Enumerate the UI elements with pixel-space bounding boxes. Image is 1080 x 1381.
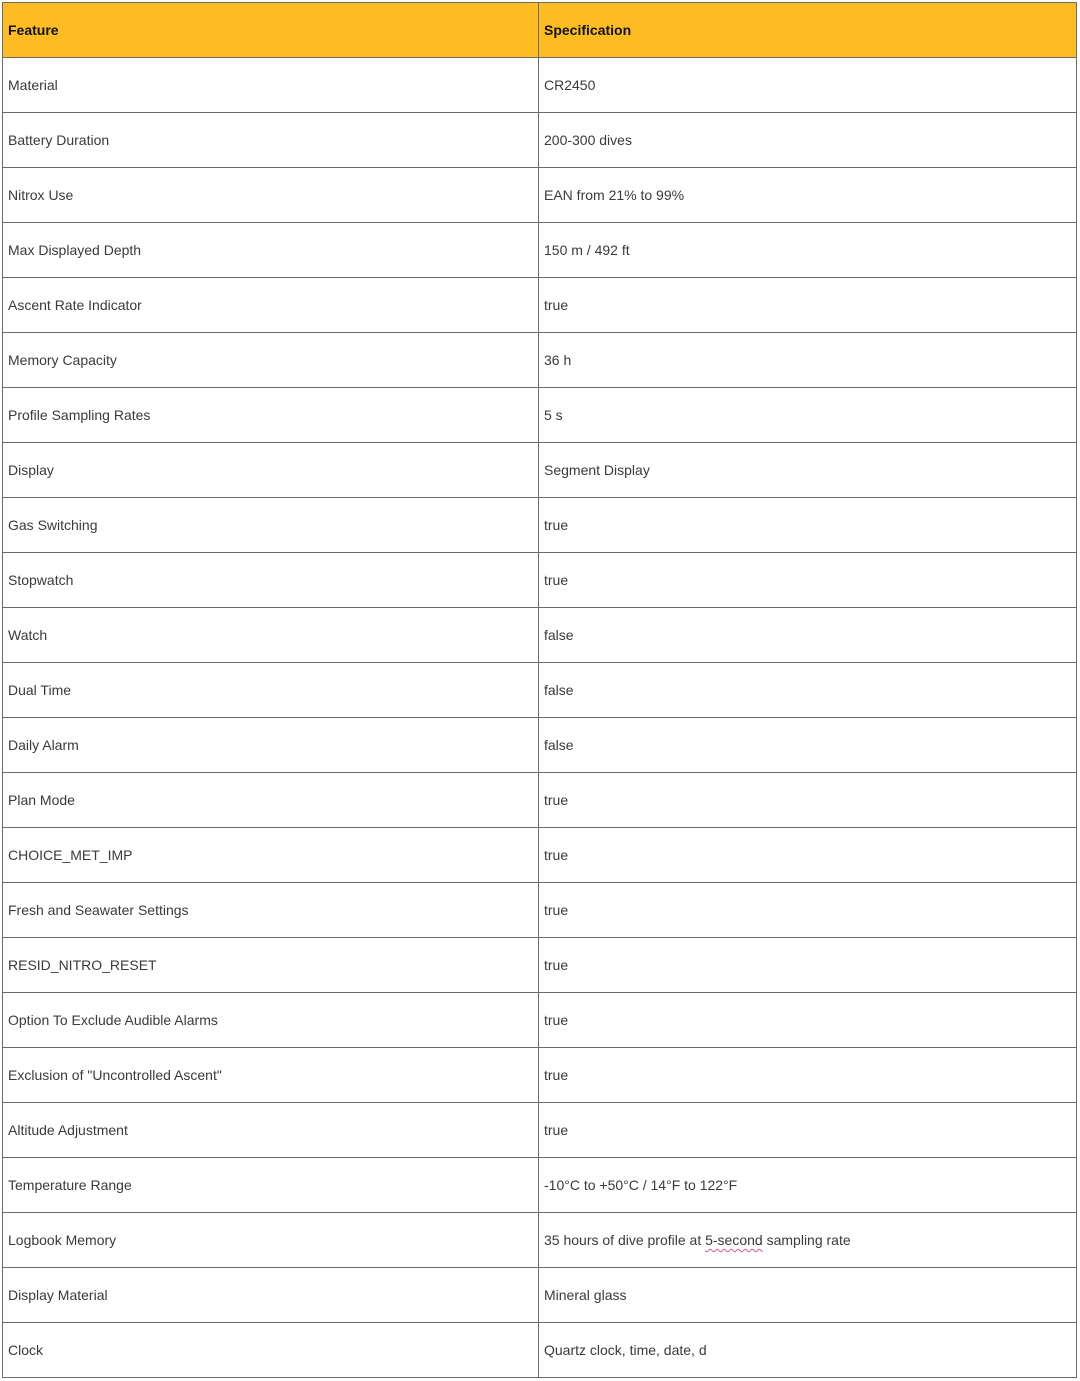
spec-text-before: 35 hours of dive profile at — [544, 1232, 706, 1248]
spec-cell: true — [539, 773, 1077, 828]
feature-cell: Display Material — [3, 1268, 539, 1323]
table-row — [3, 113, 1077, 168]
table-row — [3, 1048, 1077, 1103]
spec-cell: true — [539, 1048, 1077, 1103]
table-row — [3, 718, 1077, 773]
feature-cell: Daily Alarm — [3, 718, 539, 773]
spec-cell: Segment Display — [539, 443, 1077, 498]
spec-cell: -10°C to +50°C / 14°F to 122°F — [539, 1158, 1077, 1213]
feature-cell: Plan Mode — [3, 773, 539, 828]
table-row — [3, 333, 1077, 388]
table-row — [3, 498, 1077, 553]
spec-cell: 5 s — [539, 388, 1077, 443]
feature-cell: Memory Capacity — [3, 333, 539, 388]
spec-cell: false — [539, 718, 1077, 773]
spec-cell: true — [539, 993, 1077, 1048]
spec-cell: Quartz clock, time, date, d — [539, 1323, 1077, 1378]
table-row — [3, 663, 1077, 718]
feature-cell: Fresh and Seawater Settings — [3, 883, 539, 938]
feature-cell: Material — [3, 58, 539, 113]
table-row — [3, 58, 1077, 113]
table-row — [3, 828, 1077, 883]
feature-cell: Exclusion of "Uncontrolled Ascent" — [3, 1048, 539, 1103]
table-row — [3, 1158, 1077, 1213]
feature-cell: Stopwatch — [3, 553, 539, 608]
spec-cell: true — [539, 278, 1077, 333]
spec-cell: 36 h — [539, 333, 1077, 388]
feature-cell: Option To Exclude Audible Alarms — [3, 993, 539, 1048]
feature-cell: Ascent Rate Indicator — [3, 278, 539, 333]
feature-cell: Dual Time — [3, 663, 539, 718]
table-row — [3, 278, 1077, 333]
table-row — [3, 1213, 1077, 1268]
spec-cell: Mineral glass — [539, 1268, 1077, 1323]
header-feature: Feature — [3, 3, 539, 58]
table-row — [3, 168, 1077, 223]
table-row — [3, 1323, 1077, 1378]
feature-cell: Gas Switching — [3, 498, 539, 553]
spec-cell: false — [539, 608, 1077, 663]
table-row — [3, 1103, 1077, 1158]
spec-cell: EAN from 21% to 99% — [539, 168, 1077, 223]
spec-cell: true — [539, 498, 1077, 553]
table-row — [3, 1268, 1077, 1323]
table-row — [3, 553, 1077, 608]
table-row — [3, 938, 1077, 993]
table-row — [3, 223, 1077, 278]
feature-cell: Logbook Memory — [3, 1213, 539, 1268]
table-row — [3, 388, 1077, 443]
spec-cell — [539, 1213, 1077, 1268]
table-row — [3, 443, 1077, 498]
feature-cell: Altitude Adjustment — [3, 1103, 539, 1158]
spec-cell: false — [539, 663, 1077, 718]
spec-cell: true — [539, 553, 1077, 608]
table-row — [3, 608, 1077, 663]
table-row — [3, 773, 1077, 828]
feature-cell: Max Displayed Depth — [3, 223, 539, 278]
feature-cell: Clock — [3, 1323, 539, 1378]
header-specification: Specification — [539, 3, 1077, 58]
table-row — [3, 883, 1077, 938]
spec-cell: CR2450 — [539, 58, 1077, 113]
feature-cell: Nitrox Use — [3, 168, 539, 223]
spec-cell: 200-300 dives — [539, 113, 1077, 168]
feature-cell: Temperature Range — [3, 1158, 539, 1213]
feature-cell: RESID_NITRO_RESET — [3, 938, 539, 993]
spellcheck-flagged-word: 5-second — [705, 1232, 763, 1248]
spec-cell: true — [539, 938, 1077, 993]
specification-table — [2, 2, 1077, 1378]
spec-cell: 150 m / 492 ft — [539, 223, 1077, 278]
table-header-row — [3, 3, 1077, 58]
feature-cell: CHOICE_MET_IMP — [3, 828, 539, 883]
feature-cell: Profile Sampling Rates — [3, 388, 539, 443]
feature-cell: Battery Duration — [3, 113, 539, 168]
feature-cell: Watch — [3, 608, 539, 663]
feature-cell: Display — [3, 443, 539, 498]
table-row — [3, 993, 1077, 1048]
spec-cell: true — [539, 883, 1077, 938]
spec-cell: true — [539, 1103, 1077, 1158]
spec-text-after: sampling rate — [762, 1232, 851, 1248]
spec-cell: true — [539, 828, 1077, 883]
